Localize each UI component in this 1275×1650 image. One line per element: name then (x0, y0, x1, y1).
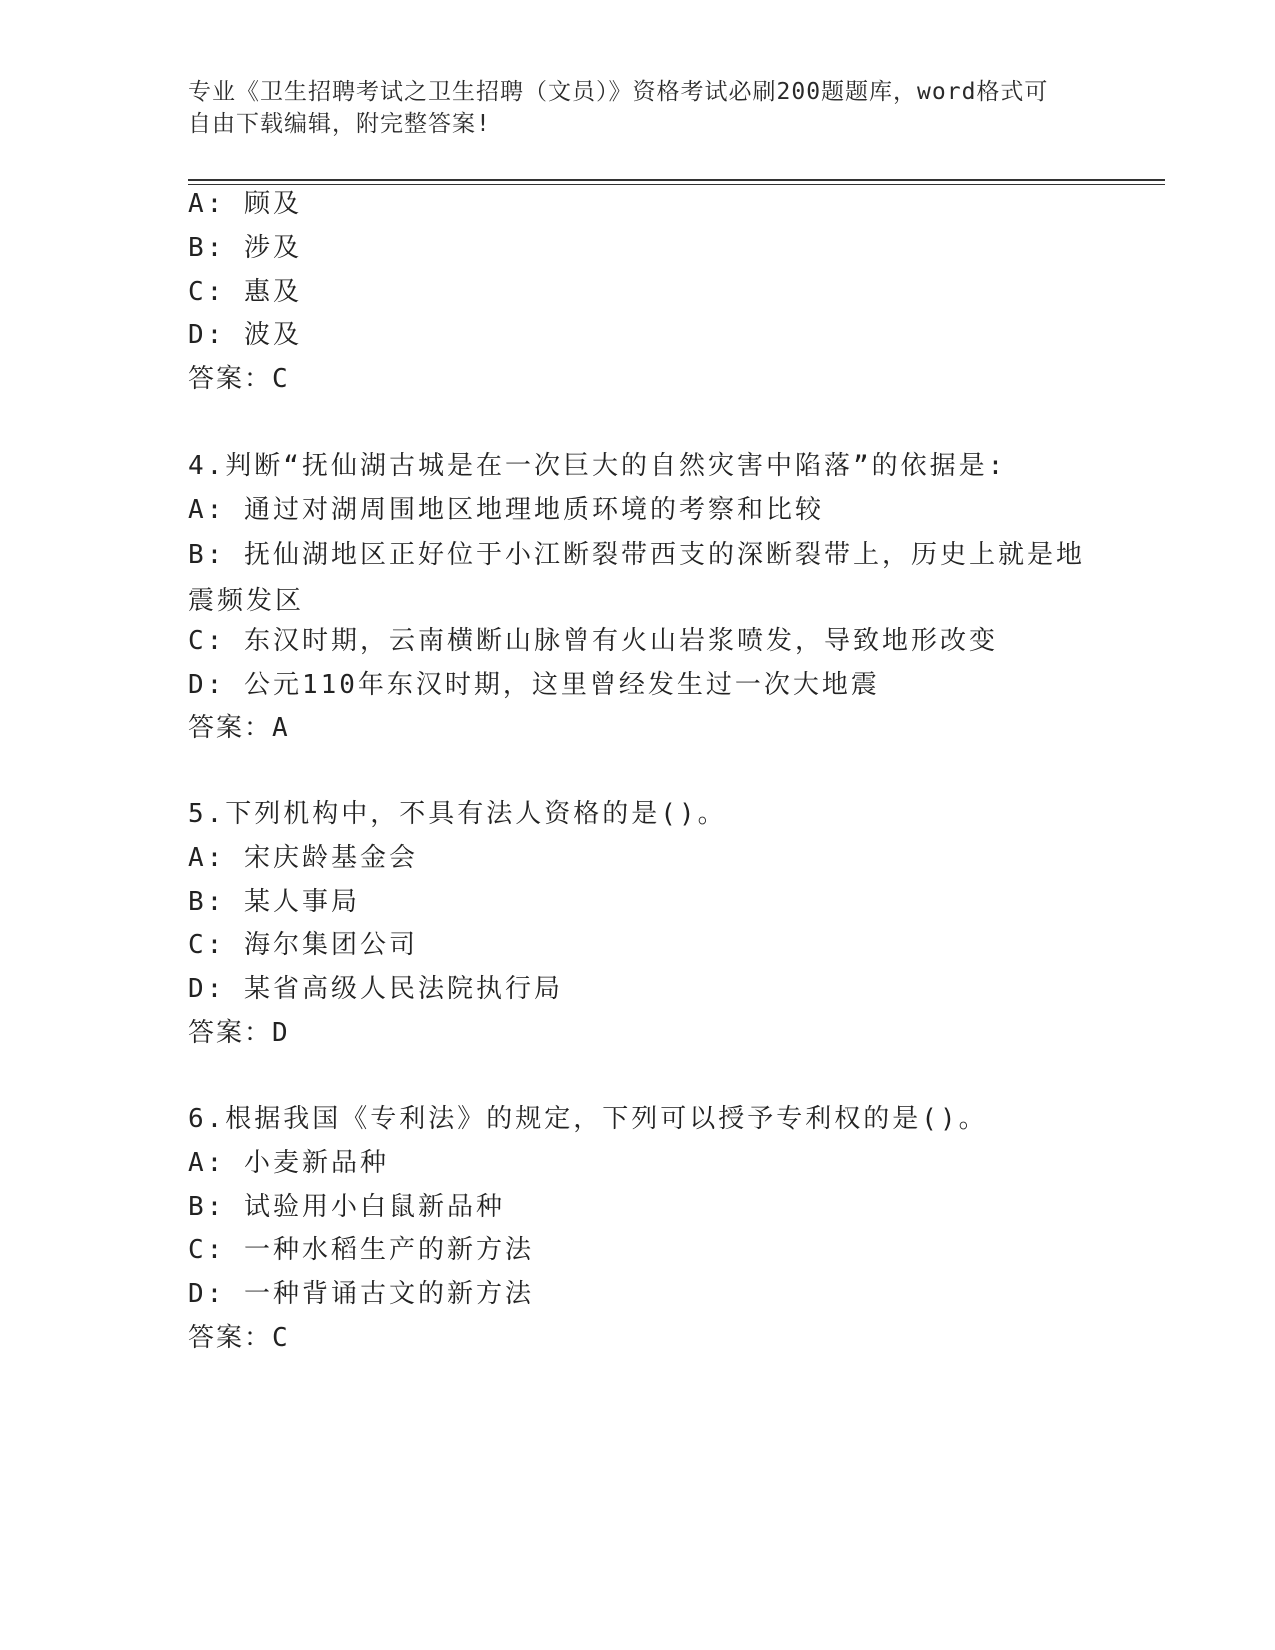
q6-option-d: D: 一种背诵古文的新方法 (188, 1279, 534, 1309)
q5-option-d: D: 某省高级人民法院执行局 (188, 974, 563, 1004)
q6-option-a: A: 小麦新品种 (188, 1148, 389, 1178)
q5-answer: 答案：D (188, 1018, 290, 1048)
q3-answer: 答案：C (188, 364, 290, 394)
q3-option-b: B: 涉及 (188, 233, 302, 263)
q6-option-b: B: 试验用小白鼠新品种 (188, 1192, 505, 1222)
q6-stem: 6.根据我国《专利法》的规定，下列可以授予专利权的是()。 (188, 1104, 988, 1134)
q4-answer: 答案：A (188, 713, 290, 743)
q5-option-b: B: 某人事局 (188, 887, 360, 917)
q4-option-c: C: 东汉时期，云南横断山脉曾有火山岩浆喷发，导致地形改变 (188, 626, 998, 656)
q6-answer: 答案：C (188, 1323, 290, 1353)
q6-option-c: C: 一种水稻生产的新方法 (188, 1235, 534, 1265)
q3-option-a: A: 顾及 (188, 189, 302, 219)
q4-stem: 4.判断“抚仙湖古城是在一次巨大的自然灾害中陷落”的依据是: (188, 451, 1007, 481)
q4-option-b: B: 抚仙湖地区正好位于小江断裂带西支的深断裂带上，历史上就是地震频发区 (188, 540, 1085, 616)
q3-option-d: D: 波及 (188, 320, 302, 350)
q5-option-c: C: 海尔集团公司 (188, 930, 418, 960)
header-divider-thin (188, 184, 1165, 185)
header-divider (188, 179, 1165, 181)
page-header: 专业《卫生招聘考试之卫生招聘（文员）》资格考试必刷200题题库，word格式可自由下载编辑，附完整答案! (188, 79, 1049, 137)
q5-option-a: A: 宋庆龄基金会 (188, 843, 418, 873)
q3-option-c: C: 惠及 (188, 277, 302, 307)
q4-option-a: A: 通过对湖周围地区地理地质环境的考察和比较 (188, 495, 824, 525)
q4-option-d: D: 公元110年东汉时期，这里曾经发生过一次大地震 (188, 670, 880, 700)
q5-stem: 5.下列机构中，不具有法人资格的是()。 (188, 799, 727, 829)
